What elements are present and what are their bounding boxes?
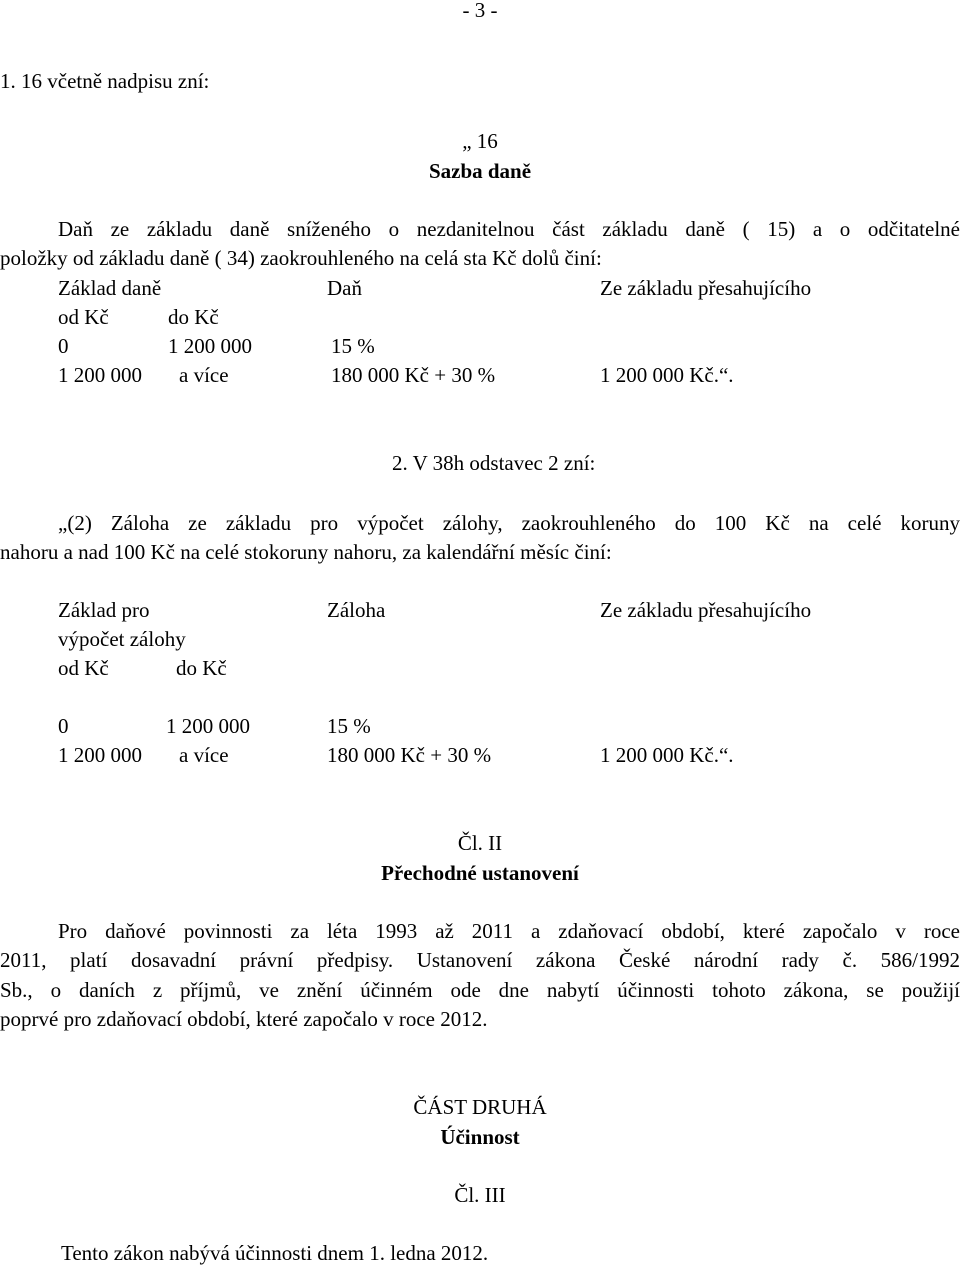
header-to: do Kč	[176, 656, 227, 680]
article2-line1: Pro daňové povinnosti za léta 1993 až 2011 a zdaňovací období, které započalo v roce	[58, 919, 960, 943]
row1-to: 1 200 000	[168, 334, 252, 358]
article2-label: Čl. II	[457, 831, 503, 855]
row1-tax: 15 %	[331, 334, 375, 358]
row1-to: 1 200 000	[166, 714, 250, 738]
page-number: - 3 -	[462, 0, 498, 22]
header-from: od Kč	[58, 305, 109, 329]
header-to: do Kč	[168, 305, 219, 329]
part2-label: ČÁST DRUHÁ	[413, 1095, 547, 1119]
row1-from: 0	[58, 714, 69, 738]
header-base: Základ daně	[58, 276, 162, 300]
row2-from: 1 200 000	[58, 743, 142, 767]
article2-line3: Sb., o daních z příjmů, ve znění účinném ode dne nabytí účinnosti tohoto zákona, se použijí	[0, 978, 960, 1002]
header-from: od Kč	[58, 656, 109, 680]
row2-from: 1 200 000	[58, 363, 142, 387]
section-mark: „ 16	[462, 129, 498, 153]
item2-para-line1: „(2) Záloha ze základu pro výpočet zálohy, zaokrouhleného do 100 Kč na celé koruny	[58, 511, 960, 535]
row2-over: 1 200 000 Kč.“.	[600, 363, 734, 387]
header-over: Ze základu přesahujícího	[600, 598, 812, 622]
article3-text: Tento zákon nabývá účinnosti dnem 1. ledna 2012.	[61, 1241, 489, 1265]
article2-line2: 2011, platí dosavadní právní předpisy. Ustanovení zákona České národní rady č. 586/1992	[0, 948, 960, 972]
header-over: Ze základu přesahujícího	[600, 276, 812, 300]
item1-para-line2: položky od základu daně ( 34) zaokrouhleného na celá sta Kč dolů činí:	[0, 246, 602, 270]
item1-intro: 1. 16 včetně nadpisu zní:	[0, 69, 210, 93]
row2-over: 1 200 000 Kč.“.	[600, 743, 734, 767]
row2-to: a více	[179, 743, 229, 767]
row2-advance: 180 000 Kč + 30 %	[327, 743, 492, 767]
part2-title: Účinnost	[440, 1125, 520, 1149]
row2-tax: 180 000 Kč + 30 %	[331, 363, 496, 387]
article2-title: Přechodné ustanovení	[381, 861, 579, 885]
item2-para-line2: nahoru a nad 100 Kč na celé stokoruny nahoru, za kalendářní měsíc činí:	[0, 540, 612, 564]
article3-label: Čl. III	[454, 1183, 506, 1207]
item1-para-line1: Daň ze základu daně sníženého o nezdanitelnou část základu daně ( 15) a o odčitatelné	[58, 217, 960, 241]
header-tax: Daň	[327, 276, 362, 300]
row1-advance: 15 %	[327, 714, 371, 738]
section-title: Sazba daně	[428, 159, 532, 183]
header-advance: Záloha	[327, 598, 386, 622]
header-base-2: výpočet zálohy	[58, 627, 186, 651]
header-base-1: Základ pro	[58, 598, 150, 622]
row1-from: 0	[58, 334, 69, 358]
article2-last-line: poprvé pro zdaňovací období, které započalo v roce 2012.	[0, 1007, 488, 1031]
item2-intro: 2. V 38h odstavec 2 zní:	[392, 451, 596, 475]
row2-to: a více	[179, 363, 229, 387]
